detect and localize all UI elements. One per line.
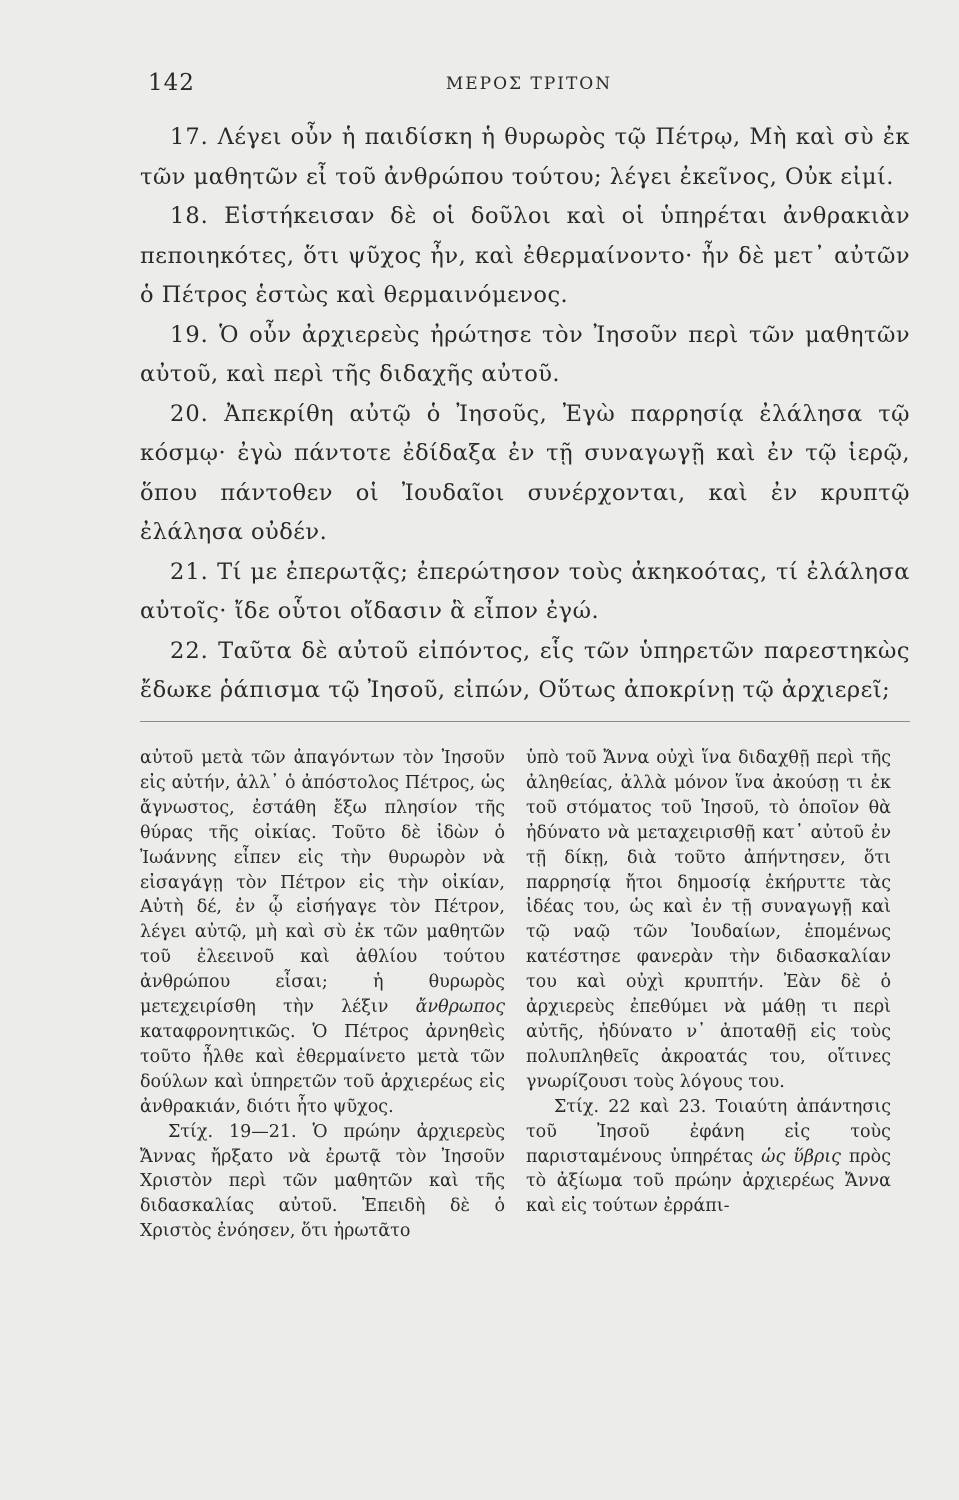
commentary-text: αὐτοῦ μετὰ τῶν ἀπαγόντων τὸν Ἰησοῦν εἰς αὐτήν, ἀλλ᾽ ὁ ἀπόστολος Πέτρος, ὡς ἄγνωστος, ἐστάθη ἔξω πλησίον τῆς θύρας τῆς οἰκίας. Τοῦτο δὲ ἰδὼν ὁ Ἰωάννης εἶπεν εἰς τὴν θυρωρὸν νὰ εἰσαγάγῃ τὸν Πέτρον εἰς τὴν οἰκίαν, Αὐτὴ δέ, ἐν ᾧ εἰσήγαγε τὸν Πέτρον, λέγει αὐτῷ, μὴ καὶ σὺ ἐκ τῶν μαθητῶν τοῦ ἐλεεινοῦ καὶ ἀθλίου τούτου ἀνθρώπου εἶσαι; ἡ θυρωρὸς μετεχειρίσθη τὴν λέξιν (140, 748, 505, 1018)
commentary-text: ὑπὸ τοῦ Ἄννα οὐχὶ ἵνα διδαχθῇ περὶ τῆς ἀληθείας, ἀλλὰ μόνον ἵνα ἀκούσῃ τι ἐκ τοῦ στόματος τοῦ Ἰησοῦ, τὸ ὁποῖον θὰ ἠδύνατο νὰ μεταχειρισθῇ κατ᾽ αὐτοῦ ἐν τῇ δίκῃ, διὰ τοῦτο ἀπήντησεν, ὅτι παρρησίᾳ ἤτοι δημοσίᾳ ἐκήρυττε τὰς ἰδέας του, ὡς καὶ ἐν τῇ συναγωγῇ καὶ τῷ ναῷ τῶν Ἰουδαίων, ἑπομένως κατέστησε φανερὰν τὴν διδασκαλίαν του καὶ οὐχὶ κρυπτήν. Ἐὰν δὲ ὁ ἀρχιερεὺς ἐπεθύμει νὰ μάθῃ τι περὶ αὐτῆς, ἠδύνατο ν᾽ ἀποταθῇ εἰς τοὺς πολυπληθεῖς ἀκροατάς του, οἵτινες γνωρίζουσι τοὺς λόγους του. (526, 748, 891, 1092)
verse-reference: Στίχ. 19—21. (168, 1121, 297, 1142)
page-header (148, 70, 910, 100)
verse-text: Λέγει οὖν ἡ παιδίσκη ἡ θυρωρὸς τῷ Πέτρῳ, Μὴ καὶ σὺ ἐκ τῶν μαθητῶν εἶ τοῦ ἀνθρώπου τούτου; λέγει ἐκεῖνος, Οὐκ εἰμί. (140, 124, 910, 190)
main-text (140, 118, 910, 711)
commentary-text: πρὸς τὸ ἀξίωμα τοῦ πρώην ἀρχιερέως Ἄννα καὶ εἰς τούτων ἐρράπι- (526, 1146, 892, 1217)
commentary-text: Τοιαύτη ἀπάντησις τοῦ Ἰησοῦ ἐφάνη εἰς τοὺς παρισταμένους ὑπηρέτας (526, 1096, 891, 1167)
commentary-left-column (140, 746, 505, 1244)
commentary-paragraph (140, 746, 505, 1120)
verse-18 (140, 197, 910, 316)
verse-text: Εἱστήκεισαν δὲ οἱ δοῦλοι καὶ οἱ ὑπηρέται ἀνθρακιὰν πεποιηκότες, ὅτι ψῦχος ἦν, καὶ ἐθερμαίνοντο· ἦν δὲ μετ᾽ αὐτῶν ὁ Πέτρος ἑστὼς καὶ θερμαινόμενος. (140, 203, 911, 308)
verse-text: Ταῦτα δὲ αὐτοῦ εἰπόντος, εἷς τῶν ὑπηρετῶν παρεστηκὼς ἔδωκε ῥάπισμα τῷ Ἰησοῦ, εἰπών, Οὕτως ἀποκρίνῃ τῷ ἀρχιερεῖ; (140, 637, 910, 703)
verse-number: 17. (170, 124, 209, 150)
italic-term: ὡς ὕβρις (761, 1146, 841, 1167)
page-number: 142 (148, 70, 195, 96)
section-divider (140, 721, 910, 722)
verse-20 (140, 395, 910, 553)
verse-text: Ὁ οὖν ἀρχιερεὺς ἠρώτησε τὸν Ἰησοῦν περὶ τῶν μαθητῶν αὐτοῦ, καὶ περὶ τῆς διδαχῆς αὐτοῦ. (140, 321, 910, 387)
commentary-text: καταφρονητικῶς. Ὁ Πέτρος ἀρνηθεὶς τοῦτο ἦλθε καὶ ἐθερμαίνετο μετὰ τῶν δούλων καὶ ὑπηρετῶν τοῦ ἀρχιερέως εἰς ἀνθρακιάν, διότι ἦτο ψῦχος. (140, 1021, 505, 1117)
commentary-right-column (526, 746, 891, 1219)
verse-reference: Στίχ. 22 καὶ 23. (554, 1096, 707, 1117)
commentary-text: Ὁ πρώην ἀρχιερεὺς Ἄννας ἤρξατο νὰ ἐρωτᾷ τὸν Ἰησοῦν Χριστὸν περὶ τῶν μαθητῶν καὶ τῆς διδασκαλίας αὐτοῦ. Ἐπειδὴ δὲ ὁ Χριστὸς ἐνόησεν, ὅτι ἠρωτᾶτο (140, 1121, 506, 1242)
running-title: ΜΕΡΟΣ ΤΡΙΤΟΝ (445, 74, 613, 94)
verse-number: 19. (170, 321, 209, 348)
commentary-note (526, 1095, 891, 1220)
verse-text: Τί με ἐπερωτᾷς; ἐπερώτησον τοὺς ἀκηκοότας, τί ἐλάλησα αὐτοῖς· ἴδε οὗτοι οἴδασιν ἃ εἶπον ἐγώ. (140, 558, 910, 624)
verse-number: 22. (170, 637, 209, 664)
verse-17 (140, 118, 910, 197)
verse-19 (140, 316, 910, 395)
verse-text: Ἀπεκρίθη αὐτῷ ὁ Ἰησοῦς, Ἐγὼ παρρησίᾳ ἐλάλησα τῷ κόσμῳ· ἐγὼ πάντοτε ἐδίδαξα ἐν τῇ συναγωγῇ καὶ ἐν τῷ ἱερῷ, ὅπου πάντοθεν οἱ Ἰουδαῖοι συνέρχονται, καὶ ἐν κρυπτῷ ἐλάλησα οὐδέν. (140, 400, 910, 545)
verse-number: 18. (170, 203, 209, 229)
commentary-note (140, 1120, 505, 1245)
commentary-paragraph (526, 746, 891, 1095)
verse-number: 20. (170, 400, 209, 427)
italic-term: ἄνθρωπος (415, 997, 505, 1018)
verse-21 (140, 553, 910, 632)
verse-22 (140, 632, 910, 711)
verse-number: 21. (170, 558, 209, 585)
